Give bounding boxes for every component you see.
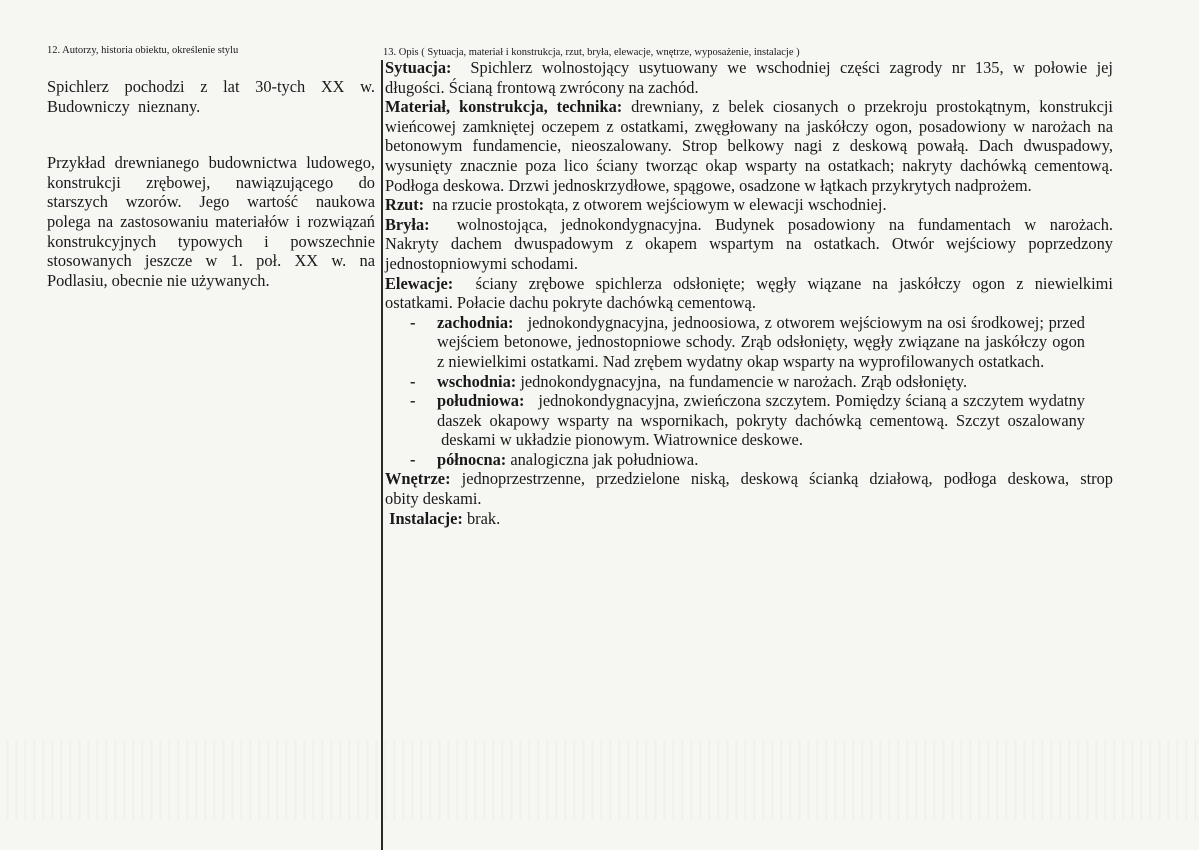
line-text: polega na zastosowaniu materiałów i rozwiązań [47,211,375,231]
text-line [437,352,1085,372]
text-line [385,78,1113,98]
text-line [385,136,1113,156]
paragraph-label: Wnętrze: [385,469,451,489]
paragraph [385,97,1113,195]
text-line [47,212,375,232]
text-line [385,234,1113,254]
paragraph [47,77,375,116]
line-text: Nakryty dachem dwuspadowym z okapem wspartym na ostatkach. Otwór wejściowy poprzedzony [385,234,1113,254]
paragraph [385,509,1113,529]
text-line [385,274,1113,294]
text-line [47,251,375,271]
paragraph-label: zachodnia: [437,312,514,332]
paragraph-label: Elewacje: [385,273,454,293]
line-text: konstrukcyjnych typowych i powszechnie [47,231,375,251]
line-text: jednokondygnacyjna, na fundamencie w narożach. Zrąb odsłonięty. [516,371,968,391]
text-line [385,215,1113,235]
paragraph-label: Instalacje: [385,508,463,528]
text-line [385,469,1113,489]
line-text: obity deskami. [385,489,482,509]
paragraph-label: Rzut: [385,195,425,215]
line-text: długości. Ścianą frontową zwrócony na zachód. [385,77,699,97]
text-line [385,293,1113,313]
line-text: na rzucie prostokąta, z otworem wejściowym w elewacji wschodniej. [424,195,887,215]
text-line [385,254,1113,274]
text-line [47,192,375,212]
paragraph-label: Bryła: [385,214,430,234]
paragraph-label: południowa: [437,391,525,411]
text-line [437,430,1085,450]
line-text: Budowniczy nieznany. [47,96,201,116]
line-text: Przykład drewnianego budownictwa ludowego, [47,153,375,173]
line-text: wieńcowej zamkniętej oczepem z ostatkami, zwęgłowany na jaskółczy ogon, posadowiony w narożach na [385,116,1113,136]
bullet-dash: - [410,371,416,391]
paragraph [47,153,375,290]
line-text: wysunięty znacznie poza lico ściany tworząc okap wsparty na ostatkach; nakryty dachówką cementową. [385,155,1113,175]
text-line [47,153,375,173]
line-text: wolnostojąca, jednokondygnacyjna. Budynek posadowiony na fundamentach w narożach. [429,214,1113,234]
text-line [385,195,1113,215]
text-line [437,450,1085,470]
line-text: ostatkami. Połacie dachu pokryte dachówką cementową. [385,293,756,313]
line-text: z niewielkimi ostatkami. Nad zrębem wydatny okap wsparty na wyprofilowanych ostatkach. [437,351,1045,371]
line-text: Podłoga deskowa. Drzwi jednoskrzydłowe, spągowe, osadzone w łątkach przykrytych nadprożem. [385,175,1032,195]
line-text: analogiczna jak południowa. [506,449,699,469]
line-text: ściany zrębowe spichlerza odsłonięte; węgły wiązane na jaskółczy ogon z niewielkimi [453,273,1113,293]
line-text: jednokondygnacyjna, zwieńczona szczytem. Pomiędzy ścianą a szczytem wydatny [524,391,1085,411]
line-text: jednokondygnacyjna, jednoosiowa, z otworem wejściowym na osi środkowej; przed [513,312,1085,332]
text-line [437,372,1085,392]
bullet-dash: - [410,312,416,332]
text-line [385,489,1113,509]
text-line [47,173,375,193]
text-line [385,58,1113,78]
line-text: betonowym fundamencie, nieoszalowany. Strop belkowy nagi z deskową powałą. Dach dwuspadowy, [385,136,1113,156]
scan-noise [0,740,1199,820]
elevation-item [385,313,1085,372]
paragraph [385,58,1113,97]
line-text: jednoprzestrzenne, przedzielone niską, deskową ścianką działową, podłoga deskowa, strop [450,469,1113,489]
paragraph-label: północna: [437,449,507,469]
line-text: brak. [462,508,501,528]
paragraph-gap [47,116,375,153]
line-text: stosowanych jeszcze w 1. poł. XX w. na [47,251,375,271]
text-line [385,509,1113,529]
text-line [385,156,1113,176]
text-line [47,77,375,97]
paragraph-label: Sytuacja: [385,58,452,77]
text-line [385,117,1113,137]
bullet-dash: - [410,391,416,411]
text-line [385,176,1113,196]
paragraph [385,215,1113,274]
elevation-item [385,450,1085,470]
section-12-content [47,77,375,290]
line-text: starszych wzorów. Jego wartość naukowa [47,192,375,212]
text-line [47,232,375,252]
line-text: Spichlerz pochodzi z lat 30-tych XX w. [47,77,375,96]
text-line [437,391,1085,411]
line-text: Spichlerz wolnostojący usytuowany we wschodniej części zagrody nr 135, w połowie jej [451,58,1113,77]
elevation-item [385,372,1085,392]
text-line [385,97,1113,117]
line-text: deskami w układzie pionowym. Wiatrownice deskowe. [437,430,803,450]
line-text: drewniany, z belek ciosanych o przekroju prostokątnym, konstrukcji [622,97,1113,117]
section-13-header: 13. Opis ( Sytuacja, materiał i konstrukcja, rzut, bryła, elewacje, wnętrze, wyposażenie, instalacje ) [383,47,800,58]
line-text: konstrukcji zrębowej, nawiązującego do [47,172,375,192]
bullet-dash: - [410,449,416,469]
paragraph [385,469,1113,508]
paragraph [385,274,1113,313]
text-line [47,97,375,117]
elevation-item [385,391,1085,450]
section-13-content [385,58,1113,528]
line-text: jednostopniowymi schodami. [385,253,579,273]
line-text: Podlasiu, obecnie nie używanych. [47,270,270,290]
paragraph-label: wschodnia: [437,371,517,391]
column-divider [381,60,383,850]
text-line [47,271,375,291]
line-text: daszek okapowy wsparty na wspornikach, pokryty dachówką cementową. Szczyt oszalowany [437,410,1085,430]
paragraph [385,195,1113,215]
text-line [437,332,1085,352]
text-line [437,313,1085,333]
line-text: wejściem betonowe, jednostopniowe schody. Zrąb odsłonięty, węgły związane na jaskółczy ogon [437,332,1085,352]
paragraph-label: Materiał, konstrukcja, technika: [385,97,623,117]
section-12-header: 12. Autorzy, historia obiektu, określenie stylu [47,45,239,56]
text-line [437,411,1085,431]
